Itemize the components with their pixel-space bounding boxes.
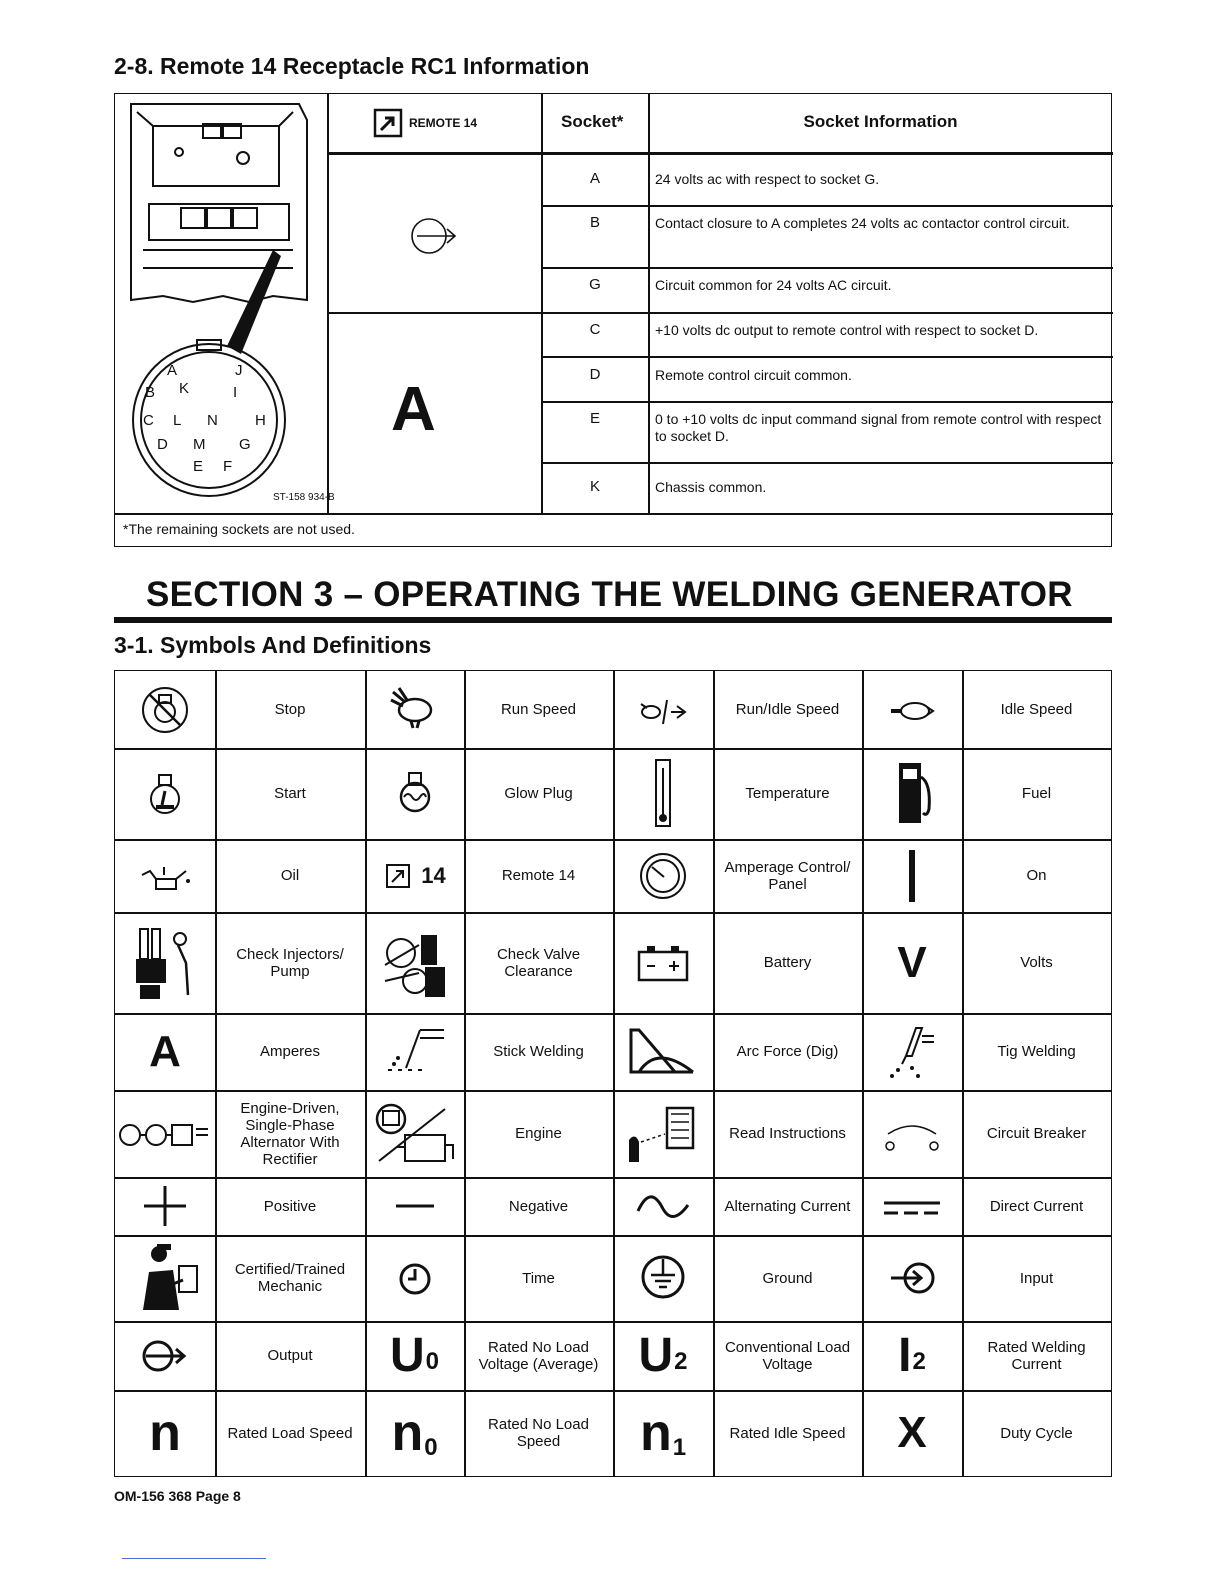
symbol-label-i2: Rated Welding Current xyxy=(987,1338,1086,1373)
symbol-label-valve-clearance: Check Valve Clearance xyxy=(496,945,581,980)
pin-J: J xyxy=(235,362,243,379)
symbol-label-dc: Direct Current xyxy=(989,1197,1084,1215)
i2-icon xyxy=(862,1321,962,1390)
output-icon xyxy=(115,1321,215,1390)
negative-icon xyxy=(365,1177,464,1235)
symbol-label-stick-welding: Stick Welding xyxy=(493,1043,584,1060)
pin-H: H xyxy=(255,412,266,429)
mechanic-icon xyxy=(115,1235,215,1321)
stick-welding-icon xyxy=(365,1013,464,1090)
socket-C-info: +10 volts dc output to remote control with respect to socket D. xyxy=(655,322,1039,338)
symbol-label-u0: Rated No Load Voltage (Average) xyxy=(478,1338,599,1373)
page-link-line xyxy=(122,1558,266,1559)
pin-M: M xyxy=(193,436,206,453)
symbol-label-amperage-control: Amperage Control/ Panel xyxy=(724,858,851,893)
pin-F: F xyxy=(223,458,233,475)
symbol-label-ac: Alternating Current xyxy=(724,1197,851,1215)
page-footer: OM-156 368 Page 8 xyxy=(114,1488,241,1504)
engine-icon xyxy=(365,1090,464,1177)
n0-icon xyxy=(365,1390,464,1476)
symbol-label-volts: Volts xyxy=(1020,954,1053,971)
input-icon xyxy=(862,1235,962,1321)
footnote: *The remaining sockets are not used. xyxy=(123,521,355,537)
time-icon xyxy=(365,1235,464,1321)
symbol-label-remote-14: Remote 14 xyxy=(501,867,576,884)
arc-force-icon xyxy=(613,1013,713,1090)
u2-subscript: 2 xyxy=(674,1348,688,1375)
symbol-label-engine: Engine xyxy=(515,1125,562,1142)
ground-icon xyxy=(613,1235,713,1321)
socket-K: K xyxy=(589,478,600,495)
socket-G-info: Circuit common for 24 volts AC circuit. xyxy=(655,277,892,293)
receptacle-location-figure xyxy=(123,100,335,510)
n1-subscript: 1 xyxy=(672,1434,687,1461)
n-glyph: n xyxy=(149,1404,181,1462)
n0-glyph: n xyxy=(391,1404,424,1462)
start-icon xyxy=(115,748,215,839)
pin-A: A xyxy=(167,362,178,379)
symbol-label-run-speed: Run Speed xyxy=(500,701,577,718)
n-icon xyxy=(115,1390,215,1476)
symbol-label-injector-pump: Check Injectors/ Pump xyxy=(236,945,344,980)
tig-welding-icon xyxy=(862,1013,962,1090)
section-2-8-heading: 2-8. Remote 14 Receptacle RC1 Information xyxy=(114,53,590,79)
socket-B: B xyxy=(589,214,600,231)
symbol-label-tig-welding: Tig Welding xyxy=(997,1043,1076,1060)
run-speed-icon xyxy=(365,671,464,748)
pin-C: C xyxy=(143,412,154,429)
remote-14-icon xyxy=(365,839,464,912)
symbol-label-negative: Negative xyxy=(508,1197,569,1215)
socket-G: G xyxy=(589,276,601,293)
pin-I: I xyxy=(233,384,238,401)
pin-L: L xyxy=(173,412,182,429)
n1-icon xyxy=(613,1390,713,1476)
thermometer-icon xyxy=(613,748,713,839)
symbol-label-fuel-pump: Fuel xyxy=(1021,785,1052,802)
pin-E: E xyxy=(193,458,204,475)
section-3-1-heading: 3-1. Symbols And Definitions xyxy=(114,632,432,658)
amperage-control-icon xyxy=(613,839,713,912)
volts-icon xyxy=(862,912,962,1013)
injector-pump-icon xyxy=(115,912,215,1013)
u0-icon xyxy=(365,1321,464,1390)
u2-glyph: U xyxy=(638,1328,674,1382)
fuel-pump-icon xyxy=(862,748,962,839)
symbol-label-stop: Stop xyxy=(274,701,306,718)
symbol-label-output: Output xyxy=(267,1347,313,1364)
u0-subscript: 0 xyxy=(425,1348,440,1375)
symbol-label-battery: Battery xyxy=(763,954,812,971)
socket-A: A xyxy=(589,170,600,187)
i2-glyph: I xyxy=(898,1328,912,1382)
symbol-label-mechanic: Certified/Trained Mechanic xyxy=(234,1261,346,1295)
remote-header-icon xyxy=(373,108,403,138)
idle-speed-icon xyxy=(862,671,962,748)
section-3-title: SECTION 3 – OPERATING THE WELDING GENERATOR xyxy=(146,575,1073,614)
socket-col-header: Socket* xyxy=(561,112,624,131)
symbol-label-arc-force: Arc Force (Dig) xyxy=(736,1043,839,1060)
symbol-label-oil-can: Oil xyxy=(280,867,300,884)
socket-B-info: Contact closure to A completes 24 volts ac contactor control circuit. xyxy=(655,215,1070,231)
valve-clearance-icon xyxy=(365,912,464,1013)
symbol-label-start: Start xyxy=(274,785,306,802)
symbol-label-duty-cycle: Duty Cycle xyxy=(1000,1424,1073,1442)
oil-can-icon xyxy=(115,839,215,912)
pin-G: G xyxy=(239,436,251,453)
symbol-label-amperes: Amperes xyxy=(259,1043,321,1060)
on-icon xyxy=(862,839,962,912)
remote-14-glyph: 14 xyxy=(421,862,446,888)
amperes-icon xyxy=(115,1013,215,1090)
symbol-label-run-idle-speed: Run/Idle Speed xyxy=(735,701,840,718)
pin-B: B xyxy=(145,384,156,401)
symbol-label-n1: Rated Idle Speed xyxy=(729,1424,846,1442)
stop-icon xyxy=(115,671,215,748)
glow-plug-icon xyxy=(365,748,464,839)
duty-cycle-icon xyxy=(862,1390,962,1476)
n0-subscript: 0 xyxy=(424,1434,438,1461)
dc-icon xyxy=(862,1177,962,1235)
ac-icon xyxy=(613,1177,713,1235)
symbol-label-ground: Ground xyxy=(762,1269,813,1287)
amperes-group-symbol: A xyxy=(391,375,436,444)
socket-E: E xyxy=(589,410,600,427)
positive-icon xyxy=(115,1177,215,1235)
socket-A-info: 24 volts ac with respect to socket G. xyxy=(655,171,880,187)
symbol-label-alternator-rectifier: Engine-Driven, Single-Phase Alternator With Rectifier xyxy=(240,1099,340,1168)
symbol-label-glow-plug: Glow Plug xyxy=(504,785,573,802)
info-col-header: Socket Information xyxy=(803,112,958,131)
symbol-label-idle-speed: Idle Speed xyxy=(1000,701,1073,718)
symbol-label-n: Rated Load Speed xyxy=(227,1424,353,1442)
symbol-label-u2: Conventional Load Voltage xyxy=(724,1338,851,1373)
battery-icon xyxy=(613,912,713,1013)
socket-C: C xyxy=(589,321,601,338)
section-rule xyxy=(114,617,1112,623)
symbol-label-thermometer: Temperature xyxy=(745,785,830,802)
read-instructions-icon xyxy=(613,1090,713,1177)
symbol-label-n0: Rated No Load Speed xyxy=(488,1416,589,1450)
symbol-label-time: Time xyxy=(522,1269,555,1287)
pin-K: K xyxy=(179,380,190,397)
remote-14-table xyxy=(114,93,1112,547)
run-idle-speed-icon xyxy=(613,671,713,748)
alternator-rectifier-icon xyxy=(115,1090,215,1177)
socket-K-info: Chassis common. xyxy=(655,479,767,495)
symbol-label-read-instructions: Read Instructions xyxy=(729,1125,846,1142)
symbol-label-positive: Positive xyxy=(263,1197,317,1215)
socket-D: D xyxy=(589,366,601,383)
pin-D: D xyxy=(157,436,168,453)
volts-glyph: V xyxy=(897,937,927,987)
socket-D-info: Remote control circuit common. xyxy=(655,367,852,383)
symbol-label-input: Input xyxy=(1019,1269,1054,1287)
output-symbol-icon xyxy=(409,214,473,258)
duty-cycle-glyph: X xyxy=(897,1408,927,1457)
u2-icon xyxy=(613,1321,713,1390)
symbol-label-circuit-breaker: Circuit Breaker xyxy=(986,1125,1087,1142)
pin-N: N xyxy=(207,412,218,429)
figure-code: ST-158 934-B xyxy=(273,492,335,503)
socket-E-info: 0 to +10 volts dc input command signal from remote control with respect to socket D. xyxy=(655,411,1102,444)
i2-subscript: 2 xyxy=(912,1348,926,1375)
symbol-label-on: On xyxy=(1026,867,1047,884)
n1-glyph: n xyxy=(639,1404,672,1462)
remote-header-label: REMOTE 14 xyxy=(409,116,478,130)
amperes-glyph: A xyxy=(149,1026,181,1076)
u0-glyph: U xyxy=(389,1328,425,1382)
symbols-grid xyxy=(114,670,1112,1477)
circuit-breaker-icon xyxy=(862,1090,962,1177)
